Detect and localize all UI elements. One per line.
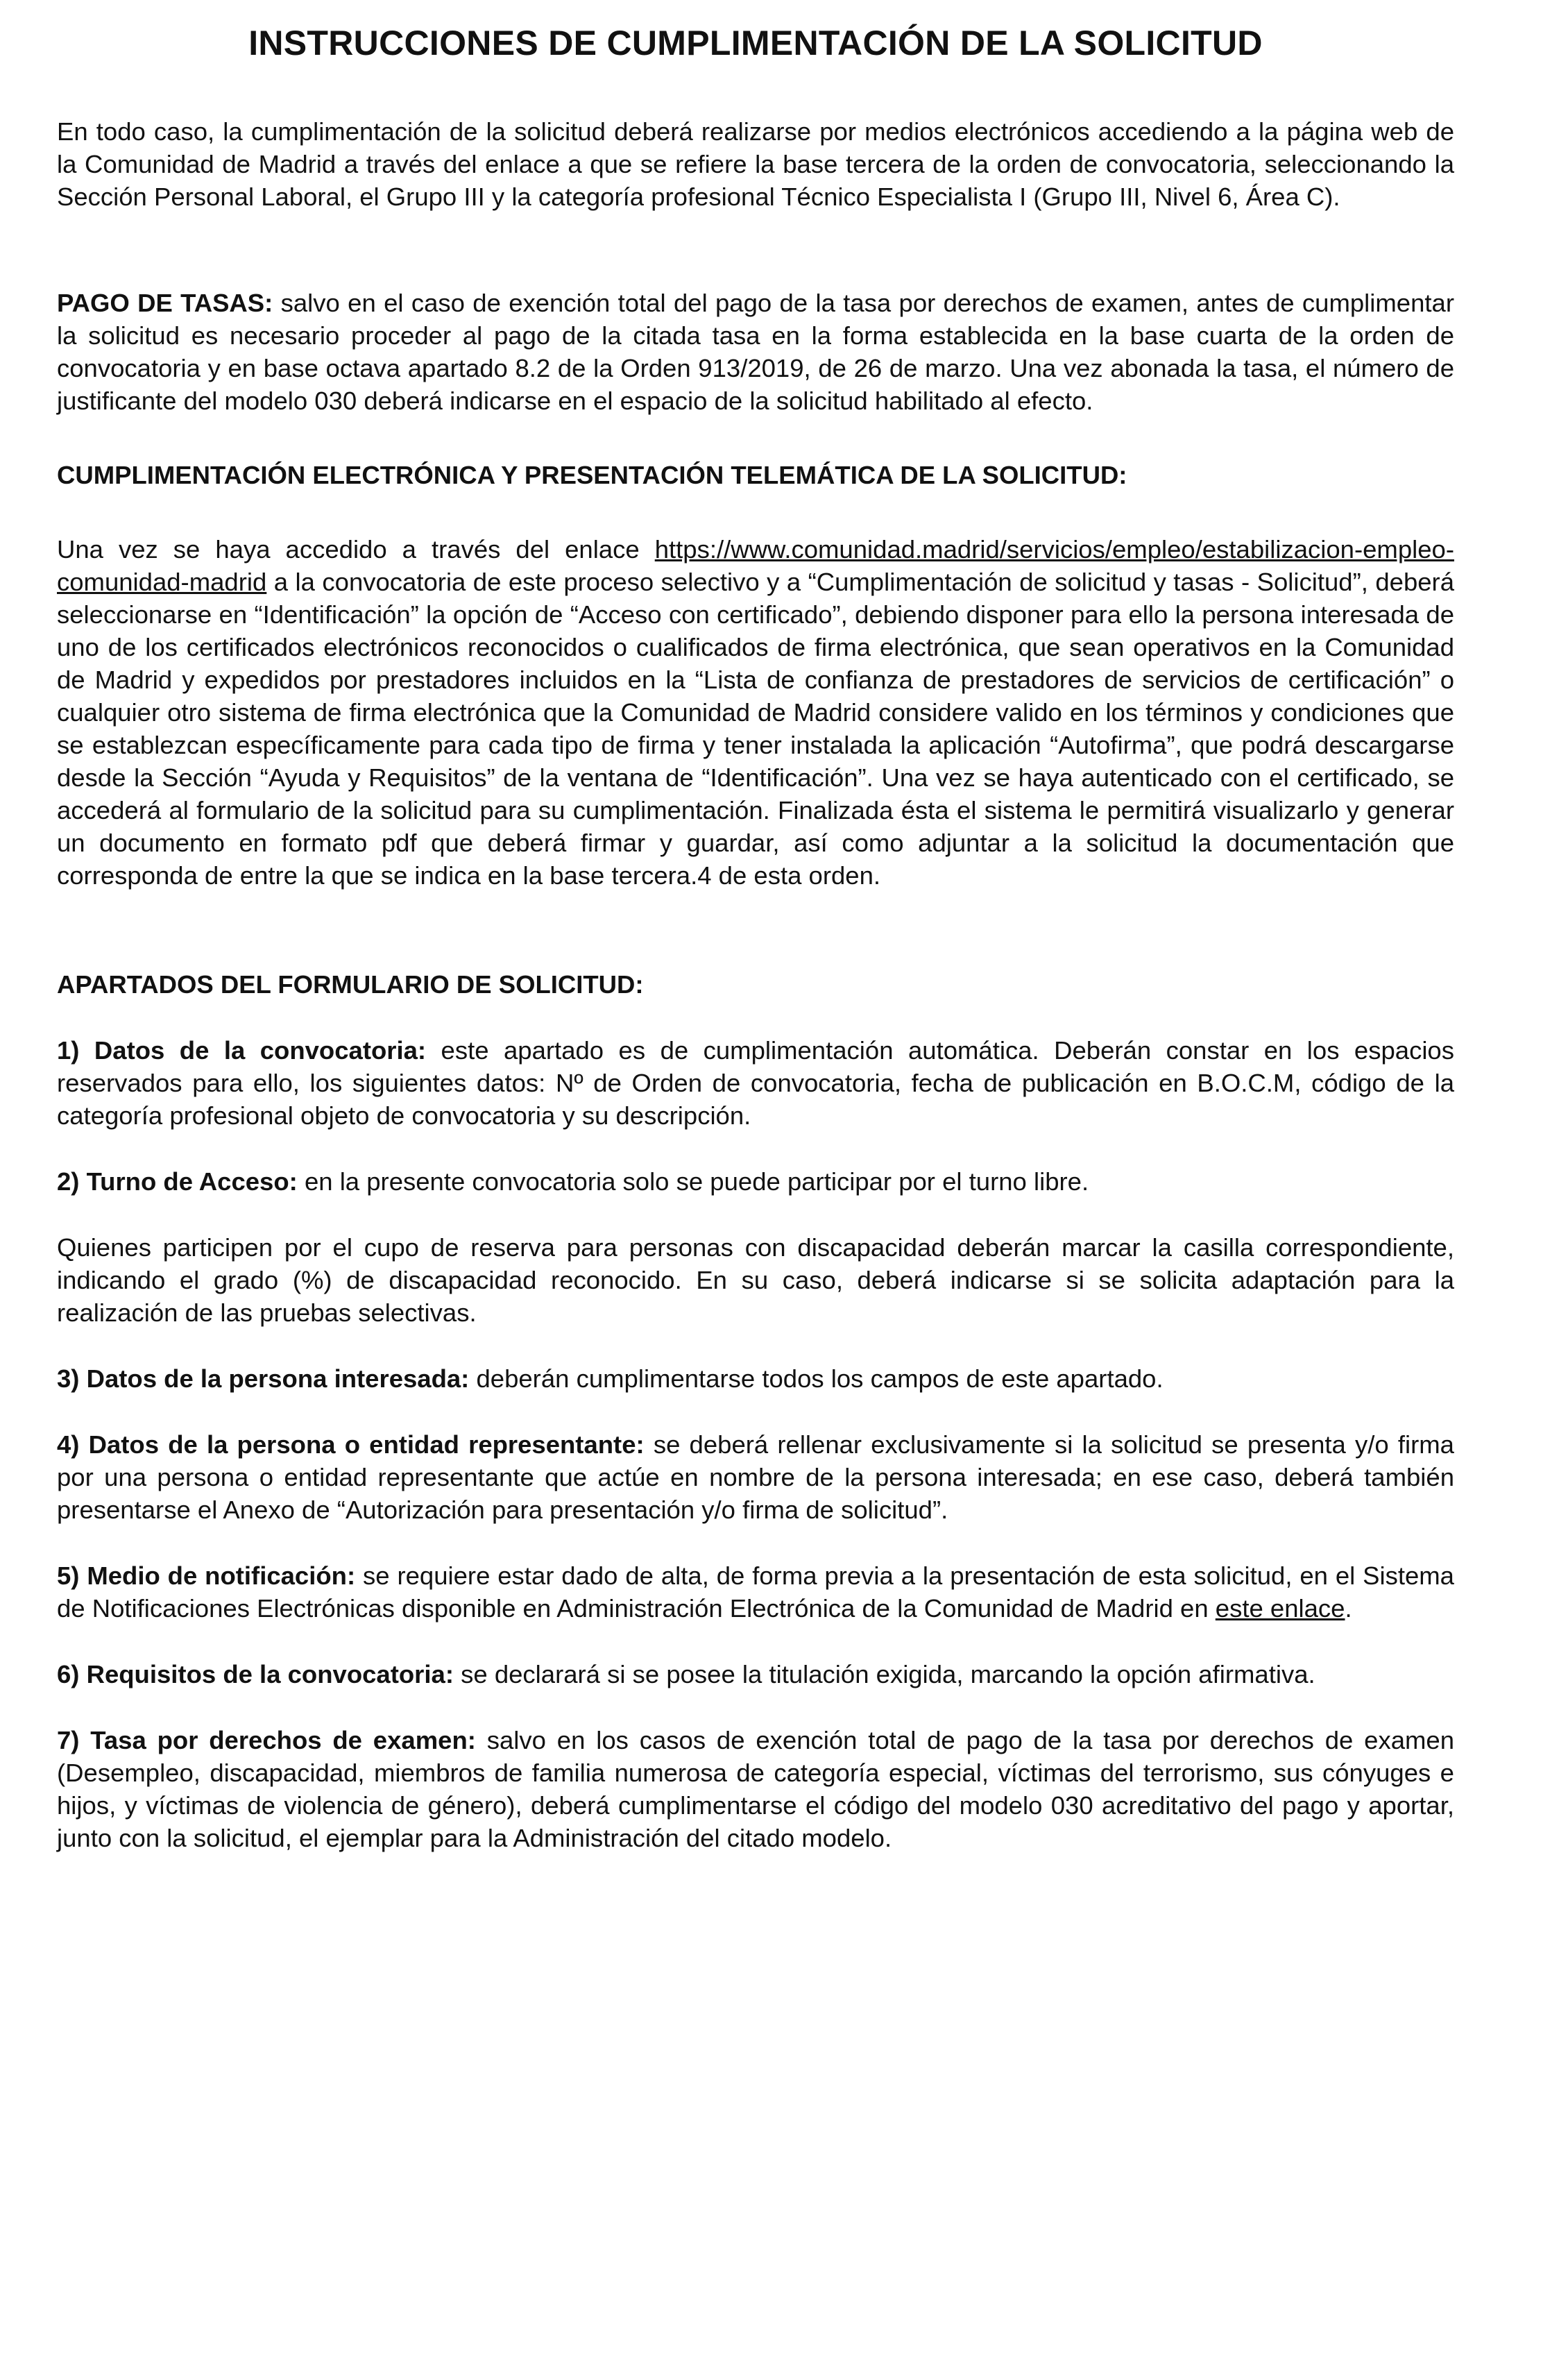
apartado-3-paragraph xyxy=(57,1362,1454,1395)
apartado-4-text: se deberá rellenar exclusivamente si la solicitud se presenta y/o firma por una persona o entidad representante que actúe en nombre de la persona interesada; en ese caso, deberá también presentarse el Anexo de “Autorización para presentación y/o firma de solicitud”. xyxy=(57,1430,1454,1524)
apartado-7-text: salvo en los casos de exención total de pago de la tasa por derechos de examen (Desempleo, discapacidad, miembros de familia numerosa de categoría especial, víctimas del terrorismo, sus cónyuges e hijos, y víctimas de violencia de género), deberá cumplimentarse el código del modelo 030 acreditativo del pago y aportar, junto con la solicitud, el ejemplar para la Administración del citado modelo. xyxy=(57,1726,1454,1852)
cumplimentacion-paragraph xyxy=(57,533,1454,892)
apartado-2-label: 2) Turno de Acceso: xyxy=(57,1167,298,1196)
apartado-5-text: se requiere estar dado de alta, de forma previa a la presentación de esta solicitud, en el Sistema de Notificaciones Electrónicas disponible en Administración Electrónica de la Comunidad de Madrid en xyxy=(57,1561,1454,1623)
apartado-5-end: . xyxy=(1345,1594,1352,1623)
cumplimentacion-text-after: a la convocatoria de este proceso selectivo y a “Cumplimentación de solicitud y tasas - Solicitud”, deberá seleccionarse en “Identificación” la opción de “Acceso con certificado”, debiendo disponer para ello la persona interesada de uno de los certificados electrónicos reconocidos o cualificados de firma electrónica, que sean operativos en la Comunidad de Madrid y expedidos por prestadores incluidos en la “Lista de confianza de prestadores de servicios de certificación” o cualquier otro sistema de firma electrónica que la Comunidad de Madrid considere valido en los términos y condiciones que se establezcan específicamente para cada tipo de firma y tener instalada la aplicación “Autofirma”, que podrá descargarse desde la Sección “Ayuda y Requisitos” de la ventana de “Identificación”. Una vez se haya autenticado con el certificado, se accederá al formulario de la solicitud para su cumplimentación. Finalizada ésta el sistema le permitirá visualizarlo y generar un documento en formato pdf que deberá firmar y guardar, así como adjuntar a la solicitud la documentación que corresponda de entre la que se indica en la base tercera.4 de esta orden. xyxy=(57,568,1454,890)
apartado-1-text: este apartado es de cumplimentación automática. Deberán constar en los espacios reservados para ello, los siguientes datos: Nº de Orden de convocatoria, fecha de publicación en B.O.C.M, código de la categoría profesional objeto de convocatoria y su descripción. xyxy=(57,1036,1454,1130)
apartado-4-paragraph xyxy=(57,1428,1454,1526)
apartado-2-text: en la presente convocatoria solo se puede participar por el turno libre. xyxy=(297,1167,1089,1196)
apartado-7-paragraph xyxy=(57,1724,1454,1854)
pago-tasas-label: PAGO DE TASAS: xyxy=(57,289,273,317)
document-title: INSTRUCCIONES DE CUMPLIMENTACIÓN DE LA SOLICITUD xyxy=(248,24,1263,62)
apartado-2-paragraph xyxy=(57,1165,1454,1198)
apartado-3-text: deberán cumplimentarse todos los campos de este apartado. xyxy=(469,1364,1164,1393)
apartado-7-label: 7) Tasa por derechos de examen: xyxy=(57,1726,476,1754)
apartado-5-label: 5) Medio de notificación: xyxy=(57,1561,356,1590)
apartado-6-label: 6) Requisitos de la convocatoria: xyxy=(57,1660,454,1688)
apartado-6-text: se declarará si se posee la titulación exigida, marcando la opción afirmativa. xyxy=(453,1660,1315,1688)
apartado-2-extra-paragraph: Quienes participen por el cupo de reserva para personas con discapacidad deberán marcar la casilla correspondiente, indicando el grado (%) de discapacidad reconocido. En su caso, deberá indicarse si se solicita adaptación para la realización de las pruebas selectivas. xyxy=(57,1233,1454,1327)
apartados-heading: APARTADOS DEL FORMULARIO DE SOLICITUD: xyxy=(57,970,644,999)
pago-tasas-paragraph xyxy=(57,287,1454,417)
apartado-4-label: 4) Datos de la persona o entidad representante: xyxy=(57,1430,645,1459)
intro-paragraph: En todo caso, la cumplimentación de la solicitud deberá realizarse por medios electrónicos accediendo a la página web de la Comunidad de Madrid a través del enlace a que se refiere la base tercera de la orden de convocatoria, seleccionando la Sección Personal Laboral, el Grupo III y la categoría profesional Técnico Especialista I (Grupo III, Nivel 6, Área C). xyxy=(57,117,1454,211)
apartado-1-label: 1) Datos de la convocatoria: xyxy=(57,1036,427,1065)
cumplimentacion-text-before: Una vez se haya accedido a través del enlace xyxy=(57,535,655,564)
pago-tasas-text: salvo en el caso de exención total del pago de la tasa por derechos de examen, antes de cumplimentar la solicitud es necesario proceder al pago de la citada tasa en la forma establecida en la base cuarta de la orden de convocatoria y en base octava apartado 8.2 de la Orden 913/2019, de 26 de marzo. Una vez abonada la tasa, el número de justificante del modelo 030 deberá indicarse en el espacio de la solicitud habilitado al efecto. xyxy=(57,289,1454,415)
convocatoria-link[interactable]: https://www.comunidad.madrid/servicios/empleo/estabilizacion-empleo-comunidad-madrid xyxy=(57,535,1454,596)
apartado-6-paragraph xyxy=(57,1658,1454,1691)
document-page xyxy=(57,18,1454,1854)
cumplimentacion-heading: CUMPLIMENTACIÓN ELECTRÓNICA Y PRESENTACIÓN TELEMÁTICA DE LA SOLICITUD: xyxy=(57,461,1127,489)
apartado-5-paragraph xyxy=(57,1559,1454,1625)
apartado-3-label: 3) Datos de la persona interesada: xyxy=(57,1364,470,1393)
apartado-1-paragraph xyxy=(57,1034,1454,1132)
notificaciones-link[interactable]: este enlace xyxy=(1215,1594,1345,1623)
